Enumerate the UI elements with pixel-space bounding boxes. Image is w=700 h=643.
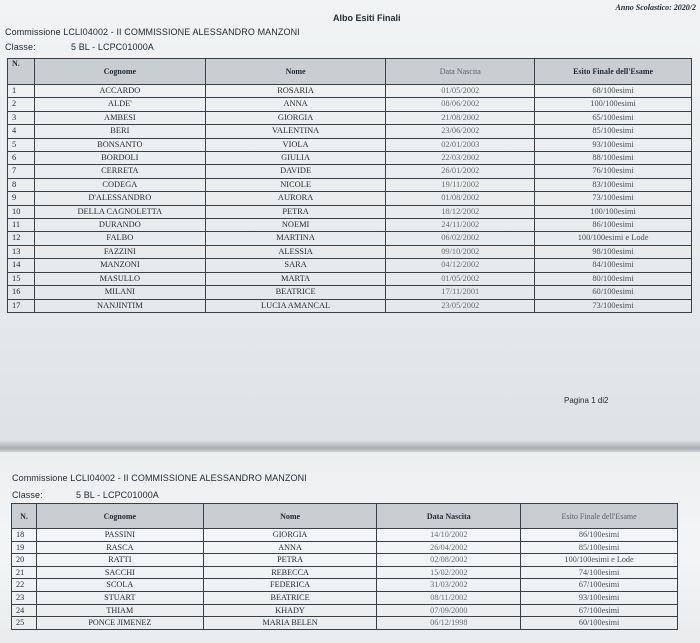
nome-cell: SARA xyxy=(205,259,386,272)
nome-cell: MARIA BELEN xyxy=(203,617,377,630)
nome-cell: PETRA xyxy=(203,554,377,567)
esito-cell: 84/100esimi xyxy=(535,259,692,272)
row-number: 1 xyxy=(8,85,35,98)
table-row xyxy=(12,554,678,567)
table-row xyxy=(8,138,692,151)
table-row xyxy=(8,272,692,285)
table-row xyxy=(8,205,692,218)
row-number: 14 xyxy=(8,259,35,272)
col-nome: Nome xyxy=(203,504,377,529)
table-row xyxy=(8,111,692,124)
row-number: 22 xyxy=(12,579,37,592)
row-number: 5 xyxy=(8,138,35,151)
cognome-cell: MILANI xyxy=(34,286,205,299)
col-data-nascita: Data Nascita xyxy=(377,504,521,529)
nome-cell: PETRA xyxy=(205,205,386,218)
data-nascita-cell: 02/01/2003 xyxy=(386,138,535,151)
data-nascita-cell: 07/09/2000 xyxy=(377,604,521,617)
esito-cell: 86/100esimi xyxy=(521,529,678,542)
table-row xyxy=(8,299,692,312)
cognome-cell: MANZONI xyxy=(34,259,205,272)
table-header-row xyxy=(8,59,692,85)
row-number: 13 xyxy=(8,245,35,258)
nome-cell: ANNA xyxy=(205,98,386,111)
anno-scolastico: Anno Scolastico: 2020/2 xyxy=(615,3,696,12)
cognome-cell: CERRETA xyxy=(34,165,205,178)
col-esito: Esito Finale dell'Esame xyxy=(521,504,678,529)
cognome-cell: FALBO xyxy=(34,232,205,245)
esito-cell: 85/100esimi xyxy=(521,541,678,554)
data-nascita-cell: 31/03/2002 xyxy=(377,579,521,592)
results-table-page-two xyxy=(11,503,678,630)
albo-title: Albo Esiti Finali xyxy=(333,13,401,23)
esito-cell: 100/100esimi xyxy=(535,98,692,111)
row-number: 19 xyxy=(12,541,37,554)
col-esito: Esito Finale dell'Esame xyxy=(535,59,692,85)
data-nascita-cell: 02/08/2002 xyxy=(377,554,521,567)
esito-cell: 67/100esimi xyxy=(521,579,678,592)
cognome-cell: D'ALESSANDRO xyxy=(34,192,205,205)
data-nascita-cell: 01/08/2002 xyxy=(386,192,535,205)
data-nascita-cell: 08/11/2002 xyxy=(377,591,521,604)
classe-value: 5 BL - LCPC01000A xyxy=(71,42,154,52)
data-nascita-cell: 08/06/2002 xyxy=(386,98,535,111)
data-nascita-cell: 21/08/2002 xyxy=(386,111,535,124)
data-nascita-cell: 06/12/1998 xyxy=(377,617,521,630)
nome-cell: BEATRICE xyxy=(203,591,377,604)
esito-cell: 83/100esimi xyxy=(535,178,692,191)
data-nascita-cell: 15/02/2002 xyxy=(377,566,521,579)
esito-cell: 74/100esimi xyxy=(521,566,678,579)
classe-label: Classe: xyxy=(5,42,36,52)
col-cognome: Cognome xyxy=(36,504,203,529)
esito-cell: 65/100esimi xyxy=(535,111,692,124)
table-row xyxy=(8,219,692,232)
row-number: 2 xyxy=(8,98,35,111)
esito-cell: 100/100esimi xyxy=(535,205,692,218)
data-nascita-cell: 23/06/2002 xyxy=(386,125,535,138)
col-n: N. xyxy=(12,504,37,529)
cognome-cell: DURANDO xyxy=(34,219,205,232)
table-row xyxy=(8,152,692,165)
table-body xyxy=(8,85,692,313)
table-row xyxy=(12,579,678,592)
table-row xyxy=(8,85,692,98)
cognome-cell: CODEGA xyxy=(34,178,205,191)
table-row xyxy=(12,529,678,542)
table-header-row xyxy=(12,504,678,529)
esito-cell: 88/100esimi xyxy=(535,152,692,165)
data-nascita-cell: 23/05/2002 xyxy=(386,299,535,312)
cognome-cell: STUART xyxy=(36,591,203,604)
table-row xyxy=(8,286,692,299)
row-number: 12 xyxy=(8,232,35,245)
col-cognome: Cognome xyxy=(34,59,205,85)
nome-cell: VALENTINA xyxy=(205,125,386,138)
nome-cell: NICOLE xyxy=(205,178,386,191)
row-number: 7 xyxy=(8,165,35,178)
col-nome: Nome xyxy=(205,59,386,85)
table-row xyxy=(8,192,692,205)
nome-cell: DAVIDE xyxy=(205,165,386,178)
results-table-page-one xyxy=(7,58,692,313)
data-nascita-cell: 01/05/2002 xyxy=(386,272,535,285)
esito-cell: 100/100esimi e Lode xyxy=(535,232,692,245)
row-number: 25 xyxy=(12,617,37,630)
row-number: 4 xyxy=(8,125,35,138)
table-row xyxy=(8,165,692,178)
esito-cell: 60/100esimi xyxy=(521,617,678,630)
nome-cell: VIOLA xyxy=(205,138,386,151)
nome-cell: MARTA xyxy=(205,272,386,285)
page-number: Pagina 1 di2 xyxy=(564,396,609,405)
cognome-cell: FAZZINI xyxy=(34,245,205,258)
table-row xyxy=(8,232,692,245)
cognome-cell: PONCE JIMENEZ xyxy=(36,617,203,630)
table-row xyxy=(12,617,678,630)
esito-cell: 60/100esimi xyxy=(535,286,692,299)
cognome-cell: ALDE' xyxy=(34,98,205,111)
cognome-cell: BONSANTO xyxy=(34,138,205,151)
data-nascita-cell: 04/12/2002 xyxy=(386,259,535,272)
nome-cell: ALESSIA xyxy=(205,245,386,258)
row-number: 6 xyxy=(8,152,35,165)
table-row xyxy=(12,591,678,604)
esito-cell: 73/100esimi xyxy=(535,299,692,312)
nome-cell: ROSARIA xyxy=(205,85,386,98)
cognome-cell: NANJINTIM xyxy=(34,299,205,312)
data-nascita-cell: 14/10/2002 xyxy=(377,529,521,542)
table-row xyxy=(8,98,692,111)
row-number: 24 xyxy=(12,604,37,617)
table-row xyxy=(12,604,678,617)
table-body xyxy=(12,529,678,630)
col-n: N. xyxy=(8,59,35,85)
cognome-cell: THIAM xyxy=(36,604,203,617)
nome-cell: AURORA xyxy=(205,192,386,205)
row-number: 17 xyxy=(8,299,35,312)
cognome-cell: RASCA xyxy=(36,541,203,554)
cognome-cell: MASULLO xyxy=(34,272,205,285)
cognome-cell: PASSINI xyxy=(36,529,203,542)
cognome-cell: SACCHI xyxy=(36,566,203,579)
data-nascita-cell: 06/02/2002 xyxy=(386,232,535,245)
esito-cell: 76/100esimi xyxy=(535,165,692,178)
esito-cell: 67/100esimi xyxy=(521,604,678,617)
esito-cell: 86/100esimi xyxy=(535,219,692,232)
esito-cell: 98/100esimi xyxy=(535,245,692,258)
cognome-cell: RATTI xyxy=(36,554,203,567)
cognome-cell: BORDOLI xyxy=(34,152,205,165)
nome-cell: LUCIA AMANCAL xyxy=(205,299,386,312)
row-number: 10 xyxy=(8,205,35,218)
esito-cell: 93/100esimi xyxy=(535,138,692,151)
row-number: 20 xyxy=(12,554,37,567)
data-nascita-cell: 26/04/2002 xyxy=(377,541,521,554)
cognome-cell: DELLA CAGNOLETTA xyxy=(34,205,205,218)
table-row xyxy=(8,178,692,191)
row-number: 11 xyxy=(8,219,35,232)
data-nascita-cell: 01/05/2002 xyxy=(386,85,535,98)
data-nascita-cell: 17/11/2001 xyxy=(386,286,535,299)
row-number: 21 xyxy=(12,566,37,579)
esito-cell: 73/100esimi xyxy=(535,192,692,205)
row-number: 15 xyxy=(8,272,35,285)
nome-cell: ANNA xyxy=(203,541,377,554)
nome-cell: FEDERICA xyxy=(203,579,377,592)
row-number: 18 xyxy=(12,529,37,542)
nome-cell: GIORGIA xyxy=(203,529,377,542)
data-nascita-cell: 26/01/2002 xyxy=(386,165,535,178)
row-number: 3 xyxy=(8,111,35,124)
cognome-cell: SCOLA xyxy=(36,579,203,592)
data-nascita-cell: 22/03/2002 xyxy=(386,152,535,165)
cognome-cell: BERI xyxy=(34,125,205,138)
esito-cell: 68/100esimi xyxy=(535,85,692,98)
esito-cell: 80/100esimi xyxy=(535,272,692,285)
data-nascita-cell: 19/11/2002 xyxy=(386,178,535,191)
nome-cell: NOEMI xyxy=(205,219,386,232)
commissione-line: Commissione LCLI04002 - II COMMISSIONE ALESSANDRO MANZONI xyxy=(5,27,300,37)
row-number: 8 xyxy=(8,178,35,191)
nome-cell: BEATRICE xyxy=(205,286,386,299)
table-row xyxy=(8,259,692,272)
data-nascita-cell: 09/10/2002 xyxy=(386,245,535,258)
row-number: 9 xyxy=(8,192,35,205)
commissione-line: Commissione LCLI04002 - II COMMISSIONE ALESSANDRO MANZONI xyxy=(12,473,307,483)
esito-cell: 93/100esimi xyxy=(521,591,678,604)
table-row xyxy=(12,566,678,579)
classe-value: 5 BL - LCPC01000A xyxy=(76,490,159,500)
col-data-nascita: Data Nascita xyxy=(386,59,535,85)
nome-cell: GIULIA xyxy=(205,152,386,165)
cognome-cell: AMBESI xyxy=(34,111,205,124)
page-two xyxy=(0,452,700,643)
data-nascita-cell: 24/11/2002 xyxy=(386,219,535,232)
nome-cell: GIORGIA xyxy=(205,111,386,124)
nome-cell: REBECCA xyxy=(203,566,377,579)
esito-cell: 85/100esimi xyxy=(535,125,692,138)
table-row xyxy=(12,541,678,554)
esito-cell: 100/100esimi e Lode xyxy=(521,554,678,567)
row-number: 16 xyxy=(8,286,35,299)
cognome-cell: ACCARDO xyxy=(34,85,205,98)
table-row xyxy=(8,245,692,258)
table-row xyxy=(8,125,692,138)
nome-cell: MARTINA xyxy=(205,232,386,245)
classe-label: Classe: xyxy=(12,490,43,500)
row-number: 23 xyxy=(12,591,37,604)
nome-cell: KHADY xyxy=(203,604,377,617)
data-nascita-cell: 18/12/2002 xyxy=(386,205,535,218)
